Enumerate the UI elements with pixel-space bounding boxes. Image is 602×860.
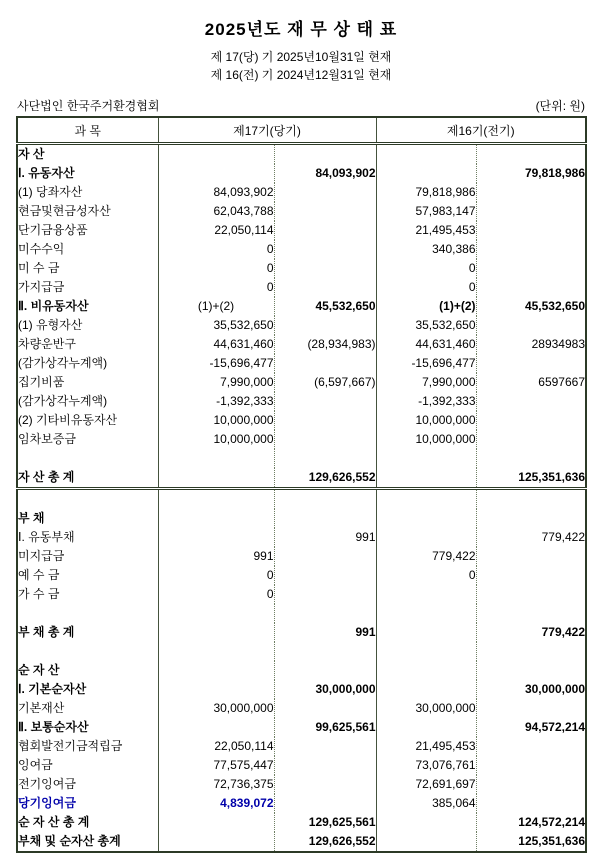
amount-cell: -1,392,333 [376, 392, 476, 411]
spacer-row [17, 642, 586, 661]
amount-cell: 79,818,986 [376, 183, 476, 202]
table-row [17, 699, 586, 718]
amount-cell [476, 411, 586, 430]
amount-cell: 779,422 [541, 530, 585, 544]
amount-cell: 84,093,902 [274, 164, 376, 183]
table-header-row [17, 117, 586, 144]
amount-cell [376, 585, 476, 604]
amount-cell [376, 661, 476, 680]
amount-cell [376, 680, 476, 699]
account-label: 집기비품 [17, 373, 158, 392]
amount-cell: -15,696,477 [158, 354, 274, 373]
amount-cell [476, 183, 586, 202]
amount-cell [476, 221, 586, 240]
page-title: 2025년도 재 무 상 태 표 [204, 20, 398, 39]
amount-cell [476, 354, 586, 373]
amount-cell: 30,000,000 [274, 680, 376, 699]
table-row [17, 737, 586, 756]
amount-cell [274, 775, 376, 794]
spacer-row [17, 604, 586, 623]
amount-cell: 129,625,561 [274, 813, 376, 832]
table-row [17, 335, 586, 354]
account-label: (1) 유형자산 [17, 316, 158, 335]
amount-cell: 129,626,552 [274, 832, 376, 852]
amount-cell: 62,043,788 [158, 202, 274, 221]
account-label [17, 449, 158, 468]
account-label: 현금및현금성자산 [17, 202, 158, 221]
amount-cell: 35,532,650 [376, 316, 476, 335]
account-label: 부 채 총 계 [17, 623, 158, 642]
amount-cell [476, 547, 586, 566]
amount-cell: 72,736,375 [158, 775, 274, 794]
table-row [17, 297, 586, 316]
table-body [17, 144, 586, 853]
amount-cell [476, 794, 586, 813]
amount-cell [376, 144, 476, 165]
amount-cell [158, 718, 274, 737]
account-label: Ⅰ. 유동자산 [17, 164, 158, 183]
account-label: 부채 및 순자산 총계 [17, 832, 158, 852]
table-row [17, 278, 586, 297]
amount-cell [274, 604, 376, 623]
table-row [17, 468, 586, 489]
amount-cell [476, 509, 586, 528]
account-label: 단기금융상품 [17, 221, 158, 240]
amount-cell: 0 [376, 278, 476, 297]
amount-cell [274, 183, 376, 202]
amount-cell: 7,990,000 [376, 373, 476, 392]
table-row [17, 202, 586, 221]
amount-cell [158, 604, 274, 623]
amount-cell: 10,000,000 [376, 411, 476, 430]
table-row [17, 794, 586, 813]
amount-cell [274, 737, 376, 756]
amount-cell: 28934983 [531, 337, 585, 351]
amount-cell [476, 604, 586, 623]
amount-cell: 30,000,000 [376, 699, 476, 718]
amount-cell: -15,696,477 [376, 354, 476, 373]
amount-cell [476, 240, 586, 259]
amount-cell: 84,093,902 [158, 183, 274, 202]
amount-cell [158, 468, 274, 489]
column-header-current-period: 제17기(당기) [158, 117, 376, 144]
amount-cell [476, 430, 586, 449]
amount-cell [158, 449, 274, 468]
amount-cell: 129,626,552 [274, 468, 376, 489]
account-label: 순 자 산 총 계 [17, 813, 158, 832]
table-row [17, 528, 586, 547]
amount-cell [158, 813, 274, 832]
amount-cell [476, 737, 586, 756]
amount-cell: 340,386 [376, 240, 476, 259]
account-label: 임차보증금 [17, 430, 158, 449]
account-label: 기본재산 [17, 699, 158, 718]
amount-cell [274, 642, 376, 661]
amount-cell [476, 449, 586, 468]
account-label: 순 자 산 [17, 661, 158, 680]
table-row [17, 354, 586, 373]
amount-cell [376, 164, 476, 183]
account-label: Ⅰ. 유동부채 [17, 528, 158, 547]
amount-cell: 4,839,072 [158, 794, 274, 813]
table-row [17, 259, 586, 278]
table-row [17, 240, 586, 259]
table-row [17, 221, 586, 240]
table-row [17, 832, 586, 852]
amount-cell: 44,631,460 [376, 335, 476, 354]
account-label: 자 산 [17, 144, 158, 165]
amount-cell [158, 528, 274, 547]
amount-cell [476, 699, 586, 718]
org-name: 사단법인 한국주거환경협회 [17, 99, 160, 113]
amount-cell: 0 [376, 566, 476, 585]
unit-label: (단위: 원) [535, 99, 585, 113]
amount-cell [476, 392, 586, 411]
amount-cell [274, 411, 376, 430]
account-label: 미수수익 [17, 240, 158, 259]
account-label: 가지급금 [17, 278, 158, 297]
table-row [17, 585, 586, 604]
table-row [17, 756, 586, 775]
table-row [17, 775, 586, 794]
amount-cell [476, 259, 586, 278]
amount-cell: 385,064 [376, 794, 476, 813]
amount-cell [274, 430, 376, 449]
amount-cell: 30,000,000 [524, 682, 585, 696]
amount-cell [376, 509, 476, 528]
amount-cell: 10,000,000 [376, 430, 476, 449]
account-label: 자 산 총 계 [17, 468, 158, 489]
amount-cell: 45,532,650 [274, 297, 376, 316]
amount-cell [274, 699, 376, 718]
table-row [17, 430, 586, 449]
table-row [17, 623, 586, 642]
amount-cell: 0 [158, 585, 274, 604]
account-label: 가 수 금 [17, 585, 158, 604]
amount-cell: 991 [274, 623, 376, 642]
amount-cell: 0 [158, 240, 274, 259]
amount-cell [158, 144, 274, 165]
amount-cell [376, 642, 476, 661]
amount-cell: 94,572,214 [524, 720, 585, 734]
amount-cell [274, 449, 376, 468]
amount-cell: 779,422 [541, 625, 585, 639]
period-prior-line: 제 16(전) 기 2024년12월31일 현재 [210, 68, 392, 82]
account-label [17, 604, 158, 623]
amount-cell: (1)+(2) [158, 297, 274, 316]
amount-cell [476, 202, 586, 221]
table-row [17, 144, 586, 165]
amount-cell: 6597667 [538, 375, 585, 389]
amount-cell: (28,934,983) [274, 335, 376, 354]
amount-cell: 57,983,147 [376, 202, 476, 221]
amount-cell: 0 [158, 278, 274, 297]
amount-cell [476, 661, 586, 680]
account-label: 예 수 금 [17, 566, 158, 585]
table-row [17, 509, 586, 528]
amount-cell [376, 623, 476, 642]
amount-cell: 7,990,000 [158, 373, 274, 392]
amount-cell [274, 354, 376, 373]
amount-cell [476, 566, 586, 585]
account-label: (감가상각누계액) [17, 354, 158, 373]
amount-cell [376, 489, 476, 510]
amount-cell [158, 832, 274, 852]
amount-cell [274, 202, 376, 221]
table-row [17, 392, 586, 411]
table-row [17, 316, 586, 335]
amount-cell: 124,572,214 [518, 815, 585, 829]
amount-cell: 79,818,986 [524, 166, 585, 180]
account-label: (1) 당좌자산 [17, 183, 158, 202]
report-meta [17, 97, 585, 114]
amount-cell [476, 585, 586, 604]
amount-cell [376, 832, 476, 852]
account-label: 잉여금 [17, 756, 158, 775]
column-header-prior-period: 제16기(전기) [376, 117, 586, 144]
amount-cell [376, 604, 476, 623]
amount-cell [476, 642, 586, 661]
amount-cell: 10,000,000 [158, 430, 274, 449]
account-label [17, 489, 158, 510]
amount-cell [476, 775, 586, 794]
account-label: Ⅱ. 보통순자산 [17, 718, 158, 737]
amount-cell: 99,625,561 [274, 718, 376, 737]
amount-cell [274, 756, 376, 775]
amount-cell [274, 509, 376, 528]
amount-cell: 77,575,447 [158, 756, 274, 775]
account-label: (감가상각누계액) [17, 392, 158, 411]
account-label: 당기잉여금 [17, 794, 158, 813]
table-row [17, 813, 586, 832]
amount-cell [476, 144, 586, 165]
amount-cell [274, 566, 376, 585]
amount-cell: 779,422 [376, 547, 476, 566]
amount-cell [274, 392, 376, 411]
account-label: Ⅰ. 기본순자산 [17, 680, 158, 699]
amount-cell [274, 585, 376, 604]
table-row [17, 183, 586, 202]
column-header-account: 과 목 [17, 117, 158, 144]
table-row [17, 680, 586, 699]
amount-cell [376, 528, 476, 547]
table-row [17, 164, 586, 183]
table-row [17, 411, 586, 430]
amount-cell: 73,076,761 [376, 756, 476, 775]
amount-cell: 991 [158, 547, 274, 566]
balance-sheet-table [16, 116, 587, 853]
account-label: 미 수 금 [17, 259, 158, 278]
amount-cell [158, 489, 274, 510]
amount-cell [274, 221, 376, 240]
amount-cell: 44,631,460 [158, 335, 274, 354]
amount-cell: 125,351,636 [476, 468, 586, 489]
amount-cell [274, 661, 376, 680]
amount-cell: (6,597,667) [274, 373, 376, 392]
amount-cell [158, 661, 274, 680]
amount-cell: (1)+(2) [376, 297, 476, 316]
amount-cell: 22,050,114 [158, 737, 274, 756]
account-label: 전기잉여금 [17, 775, 158, 794]
spacer-row [17, 449, 586, 468]
amount-cell: 10,000,000 [158, 411, 274, 430]
table-row [17, 373, 586, 392]
amount-cell: 0 [376, 259, 476, 278]
amount-cell: 21,495,453 [376, 221, 476, 240]
amount-cell [158, 680, 274, 699]
amount-cell [274, 240, 376, 259]
amount-cell [376, 718, 476, 737]
amount-cell [274, 316, 376, 335]
amount-cell [158, 164, 274, 183]
amount-cell [476, 489, 586, 510]
amount-cell: 21,495,453 [376, 737, 476, 756]
table-row [17, 661, 586, 680]
amount-cell [274, 794, 376, 813]
amount-cell: 30,000,000 [158, 699, 274, 718]
account-label: 미지급금 [17, 547, 158, 566]
amount-cell [158, 642, 274, 661]
amount-cell: 45,532,650 [524, 299, 585, 313]
table-row [17, 718, 586, 737]
amount-cell: 0 [158, 259, 274, 278]
amount-cell [376, 449, 476, 468]
amount-cell: 0 [158, 566, 274, 585]
account-label: 차량운반구 [17, 335, 158, 354]
table-row [17, 566, 586, 585]
amount-cell [376, 468, 476, 489]
amount-cell: 125,351,636 [518, 834, 585, 848]
amount-cell [274, 278, 376, 297]
amount-cell [274, 489, 376, 510]
amount-cell [376, 813, 476, 832]
table-row [17, 547, 586, 566]
amount-cell [476, 316, 586, 335]
amount-cell [158, 509, 274, 528]
account-label: (2) 기타비유동자산 [17, 411, 158, 430]
amount-cell [274, 547, 376, 566]
account-label [17, 642, 158, 661]
account-label: 협회발전기금적립금 [17, 737, 158, 756]
account-label: Ⅱ. 비유동자산 [17, 297, 158, 316]
amount-cell [476, 278, 586, 297]
amount-cell [274, 144, 376, 165]
amount-cell: 72,691,697 [376, 775, 476, 794]
spacer-row [17, 489, 586, 510]
amount-cell [158, 623, 274, 642]
amount-cell [274, 259, 376, 278]
amount-cell: 991 [274, 528, 376, 547]
amount-cell: 22,050,114 [158, 221, 274, 240]
amount-cell [476, 756, 586, 775]
account-label: 부 채 [17, 509, 158, 528]
amount-cell: 35,532,650 [158, 316, 274, 335]
amount-cell: -1,392,333 [158, 392, 274, 411]
period-current-line: 제 17(당) 기 2025년10월31일 현재 [210, 50, 392, 64]
